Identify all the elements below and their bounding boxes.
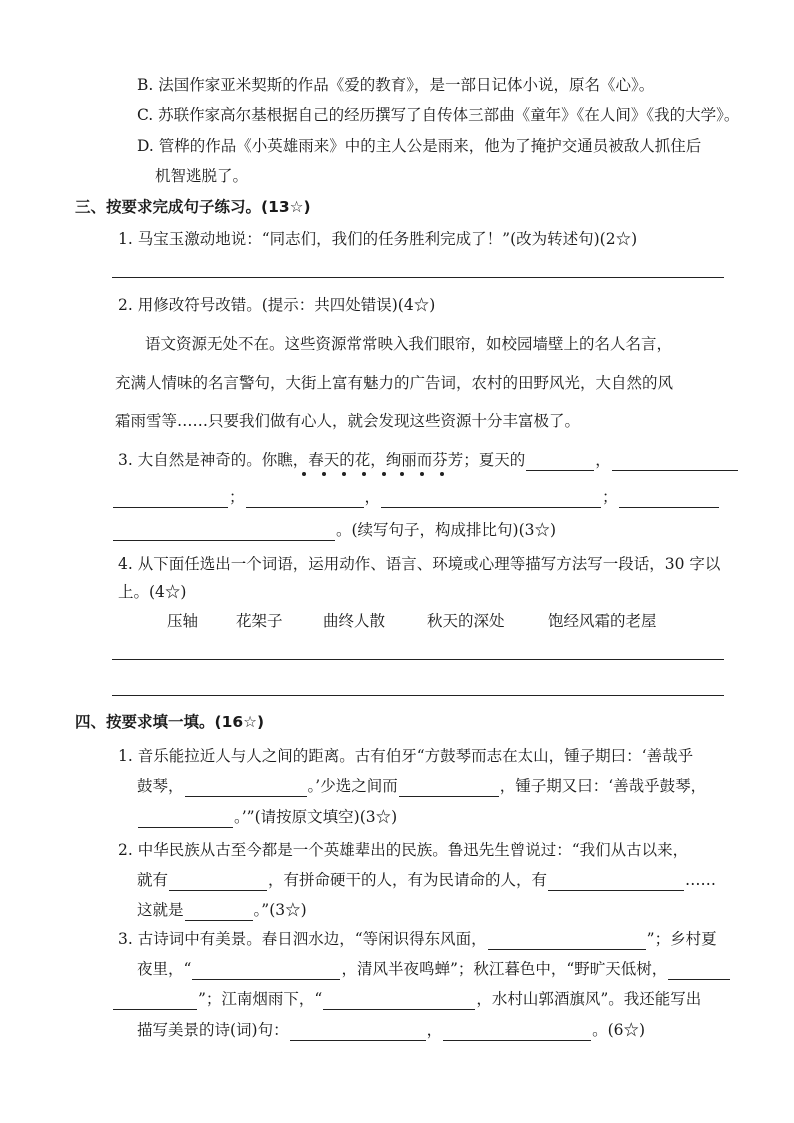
s3-q3-line1: 3. 大自然是神奇的。你瞧，春天的花，绚丽而芬芳；夏天的 ， bbox=[118, 449, 739, 471]
s4-q3-blank-4[interactable] bbox=[323, 991, 475, 1010]
s3-q2-para1: 语文资源无处不在。这些资源常常映入我们眼帘，如校园墙壁上的名人名言， bbox=[145, 335, 673, 353]
s4-q2-line2: 就有 ，有拼命硬干的人，有为民请命的人，有 …… bbox=[137, 871, 717, 889]
s3-q3-blank-4[interactable] bbox=[246, 489, 364, 508]
s3-q1: 1. 马宝玉激动地说：“同志们，我们的任务胜利完成了！”(改为转述句)(2☆) bbox=[118, 230, 638, 248]
s4-q3-line2: 夜里，“ ，清风半夜鸣蝉”；秋江暮色中，“野旷天低树， bbox=[137, 958, 731, 980]
s3-q3-blank-7[interactable] bbox=[113, 522, 335, 541]
s4-q2-blank-2[interactable] bbox=[548, 872, 684, 891]
s3-q1-answer-line[interactable] bbox=[112, 277, 724, 278]
word-choices bbox=[0, 609, 794, 633]
word-choice[interactable]: 饱经风霜的老屋 bbox=[548, 612, 657, 630]
emphasis-dot bbox=[400, 472, 404, 476]
s3-q2-para2: 充满人情味的名言警句，大街上富有魅力的广告词，农村的田野风光，大自然的风 bbox=[115, 374, 674, 392]
s4-q2-blank-1[interactable] bbox=[169, 872, 267, 891]
s4-q3-line1: 3. 古诗词中有美景。春日泗水边，“等闲识得东风面， ”；乡村夏 bbox=[118, 930, 717, 948]
s4-q1-line3: 。’”(请按原文填空)(3☆) bbox=[137, 806, 397, 828]
word-choice[interactable]: 曲终人散 bbox=[323, 612, 386, 630]
s3-q4-line1: 4. 从下面任选出一个词语，运用动作、语言、环境或心理等描写方法写一段话，30 字以 bbox=[118, 555, 721, 573]
s4-q3-blank-2[interactable] bbox=[192, 961, 340, 980]
s4-q2-blank-3[interactable] bbox=[185, 902, 253, 921]
s4-q1-blank-3[interactable] bbox=[138, 809, 233, 828]
s3-q2-para3: 霜雨雪等……只要我们做有心人，就会发现这些资源十分丰富极了。 bbox=[115, 412, 581, 430]
word-choice[interactable]: 花架子 bbox=[236, 612, 283, 630]
s4-q2-line1: 2. 中华民族从古至今都是一个英雄辈出的民族。鲁迅先生曾说过：“我们从古以来， bbox=[118, 841, 689, 859]
section3-title: 三、按要求完成句子练习。(13☆) bbox=[75, 198, 311, 216]
option-b: B. 法国作家亚米契斯的作品《爱的教育》，是一部日记体小说，原名《心》。 bbox=[137, 76, 655, 94]
emphasis-dot bbox=[342, 472, 346, 476]
s4-q3-blank-6[interactable] bbox=[443, 1022, 591, 1041]
option-c: C. 苏联作家高尔基根据自己的经历撰写了自传体三部曲《童年》《在人间》《我的大学》。 bbox=[137, 106, 740, 124]
emphasis-dot bbox=[382, 472, 386, 476]
option-d-line2: 机智逃脱了。 bbox=[155, 167, 249, 185]
s3-q4-answer-line[interactable] bbox=[112, 659, 724, 660]
s4-q2-line3: 这就是 。”(3☆) bbox=[137, 901, 307, 919]
s4-q3-line4: 描写美景的诗(词)句： ， 。(6☆) bbox=[137, 1021, 646, 1039]
s4-q3-blank-5[interactable] bbox=[290, 1022, 426, 1041]
s3-q3-line3: 。(续写句子，构成排比句)(3☆) bbox=[112, 519, 556, 541]
emphasis-dot bbox=[322, 472, 326, 476]
s3-q3-prompt: 3. 大自然是神奇的。你瞧，春天的花，绚丽而芬芳；夏天的 bbox=[118, 451, 526, 469]
option-d-line1: D. 管桦的作品《小英雄雨来》中的主人公是雨来，他为了掩护交通员被敌人抓住后 bbox=[137, 137, 702, 155]
s3-q3-blank-5[interactable] bbox=[381, 489, 601, 508]
emphasis-dot bbox=[440, 472, 444, 476]
emphasis-dot bbox=[420, 472, 424, 476]
s3-q3-blank-6[interactable] bbox=[619, 489, 719, 508]
s4-q3-blank-1[interactable] bbox=[488, 931, 646, 950]
s3-q3-blank-2[interactable] bbox=[612, 452, 738, 471]
section4-title: 四、按要求填一填。(16☆) bbox=[75, 713, 265, 731]
s4-q3-blank-3b[interactable] bbox=[113, 991, 197, 1010]
s3-q4-line2: 上。(4☆) bbox=[118, 583, 187, 601]
s3-q3-blank-3[interactable] bbox=[113, 489, 228, 508]
s4-q3-line3: ”；江南烟雨下，“ ，水村山郭酒旗风”。我还能写出 bbox=[112, 988, 701, 1010]
s3-q3-line2: ； ， ； bbox=[112, 486, 720, 508]
emphasis-dot bbox=[362, 472, 366, 476]
s4-q1-blank-2[interactable] bbox=[399, 778, 499, 797]
s4-q1-line2: 鼓琴， 。’少选之间而 ，锺子期又曰：‘善哉乎鼓琴， bbox=[137, 777, 707, 795]
word-choice[interactable]: 秋天的深处 bbox=[427, 612, 505, 630]
s3-q4-answer-line[interactable] bbox=[112, 695, 724, 696]
word-choice[interactable]: 压轴 bbox=[167, 612, 199, 630]
s3-q2: 2. 用修改符号改错。(提示：共四处错误)(4☆) bbox=[118, 296, 436, 314]
s4-q3-blank-3[interactable] bbox=[668, 961, 730, 980]
emphasis-dot bbox=[302, 472, 306, 476]
s3-q3-blank-1[interactable] bbox=[526, 452, 594, 471]
s4-q1-line1: 1. 音乐能拉近人与人之间的距离。古有伯牙“方鼓琴而志在太山，锺子期曰：‘善哉乎 bbox=[118, 747, 694, 765]
s4-q1-blank-1[interactable] bbox=[185, 778, 307, 797]
